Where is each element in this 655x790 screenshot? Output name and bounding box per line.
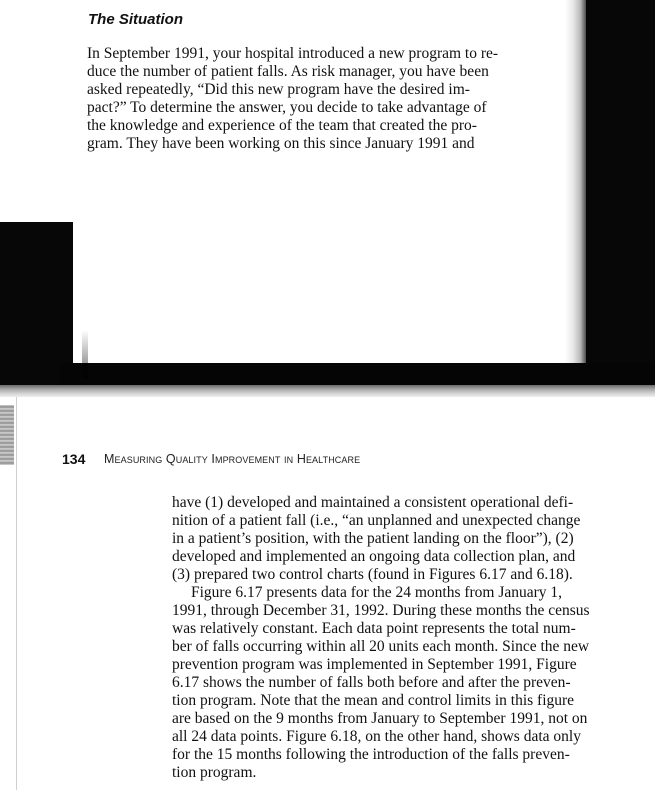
text-line: tion program. xyxy=(172,764,257,781)
text-line: the knowledge and experience of the team that created the pro- xyxy=(87,117,477,134)
running-head: Measuring Quality Improvement in Healthcare xyxy=(104,452,361,466)
body-paragraphs xyxy=(172,494,612,782)
text-line: pact?” To determine the answer, you decide to take advantage of xyxy=(87,99,487,116)
text-line: nition of a patient fall (i.e., “an unplanned and unexpected change xyxy=(172,512,581,529)
binding-line xyxy=(16,397,17,790)
text-line: ber of falls occurring within all 20 units each month. Since the new xyxy=(172,638,590,655)
text-line: prevention program was implemented in September 1991, Figure xyxy=(172,656,577,673)
text-line: gram. They have been working on this since January 1991 and xyxy=(87,135,475,152)
text-line: are based on the 9 months from January to September 1991, not on xyxy=(172,710,588,727)
text-line: Figure 6.17 presents data for the 24 months from January 1, xyxy=(191,584,563,601)
text-line: asked repeatedly, “Did this new program have the desired im- xyxy=(87,81,470,98)
text-line: for the 15 months following the introduction of the falls preven- xyxy=(172,746,570,763)
section-title: The Situation xyxy=(88,11,183,28)
text-line: In September 1991, your hospital introduced a new program to re- xyxy=(87,45,499,62)
text-line: tion program. Note that the mean and control limits in this figure xyxy=(172,692,575,709)
scan-margin-mark xyxy=(82,330,88,378)
text-line: have (1) developed and maintained a consistent operational defi- xyxy=(172,494,574,511)
bottom-page xyxy=(0,397,655,790)
text-line: developed and implemented an ongoing data collection plan, and xyxy=(172,548,576,565)
text-line: all 24 data points. Figure 6.18, on the other hand, shows data only xyxy=(172,728,581,745)
text-line: 1991, through December 31, 1992. During these months the census xyxy=(172,602,590,619)
text-line: duce the number of patient falls. As risk manager, you have been xyxy=(87,63,489,80)
scan-edge-shading xyxy=(565,0,587,385)
top-page xyxy=(0,0,655,385)
situation-paragraph xyxy=(87,45,522,153)
scan-bottom-shadow xyxy=(60,363,655,385)
text-line: was relatively constant. Each data point represents the total num- xyxy=(172,620,576,637)
page-separator xyxy=(0,385,655,397)
text-line: in a patient’s position, with the patient landing on the floor”), (2) xyxy=(172,530,574,547)
scan-black-margin-right xyxy=(586,0,655,385)
page-number: 134 xyxy=(62,451,86,467)
binding-strip xyxy=(0,405,14,465)
scan-black-margin-left xyxy=(0,222,73,385)
text-line: (3) prepared two control charts (found in Figures 6.17 and 6.18). xyxy=(172,566,573,583)
text-line: 6.17 shows the number of falls both before and after the preven- xyxy=(172,674,571,691)
